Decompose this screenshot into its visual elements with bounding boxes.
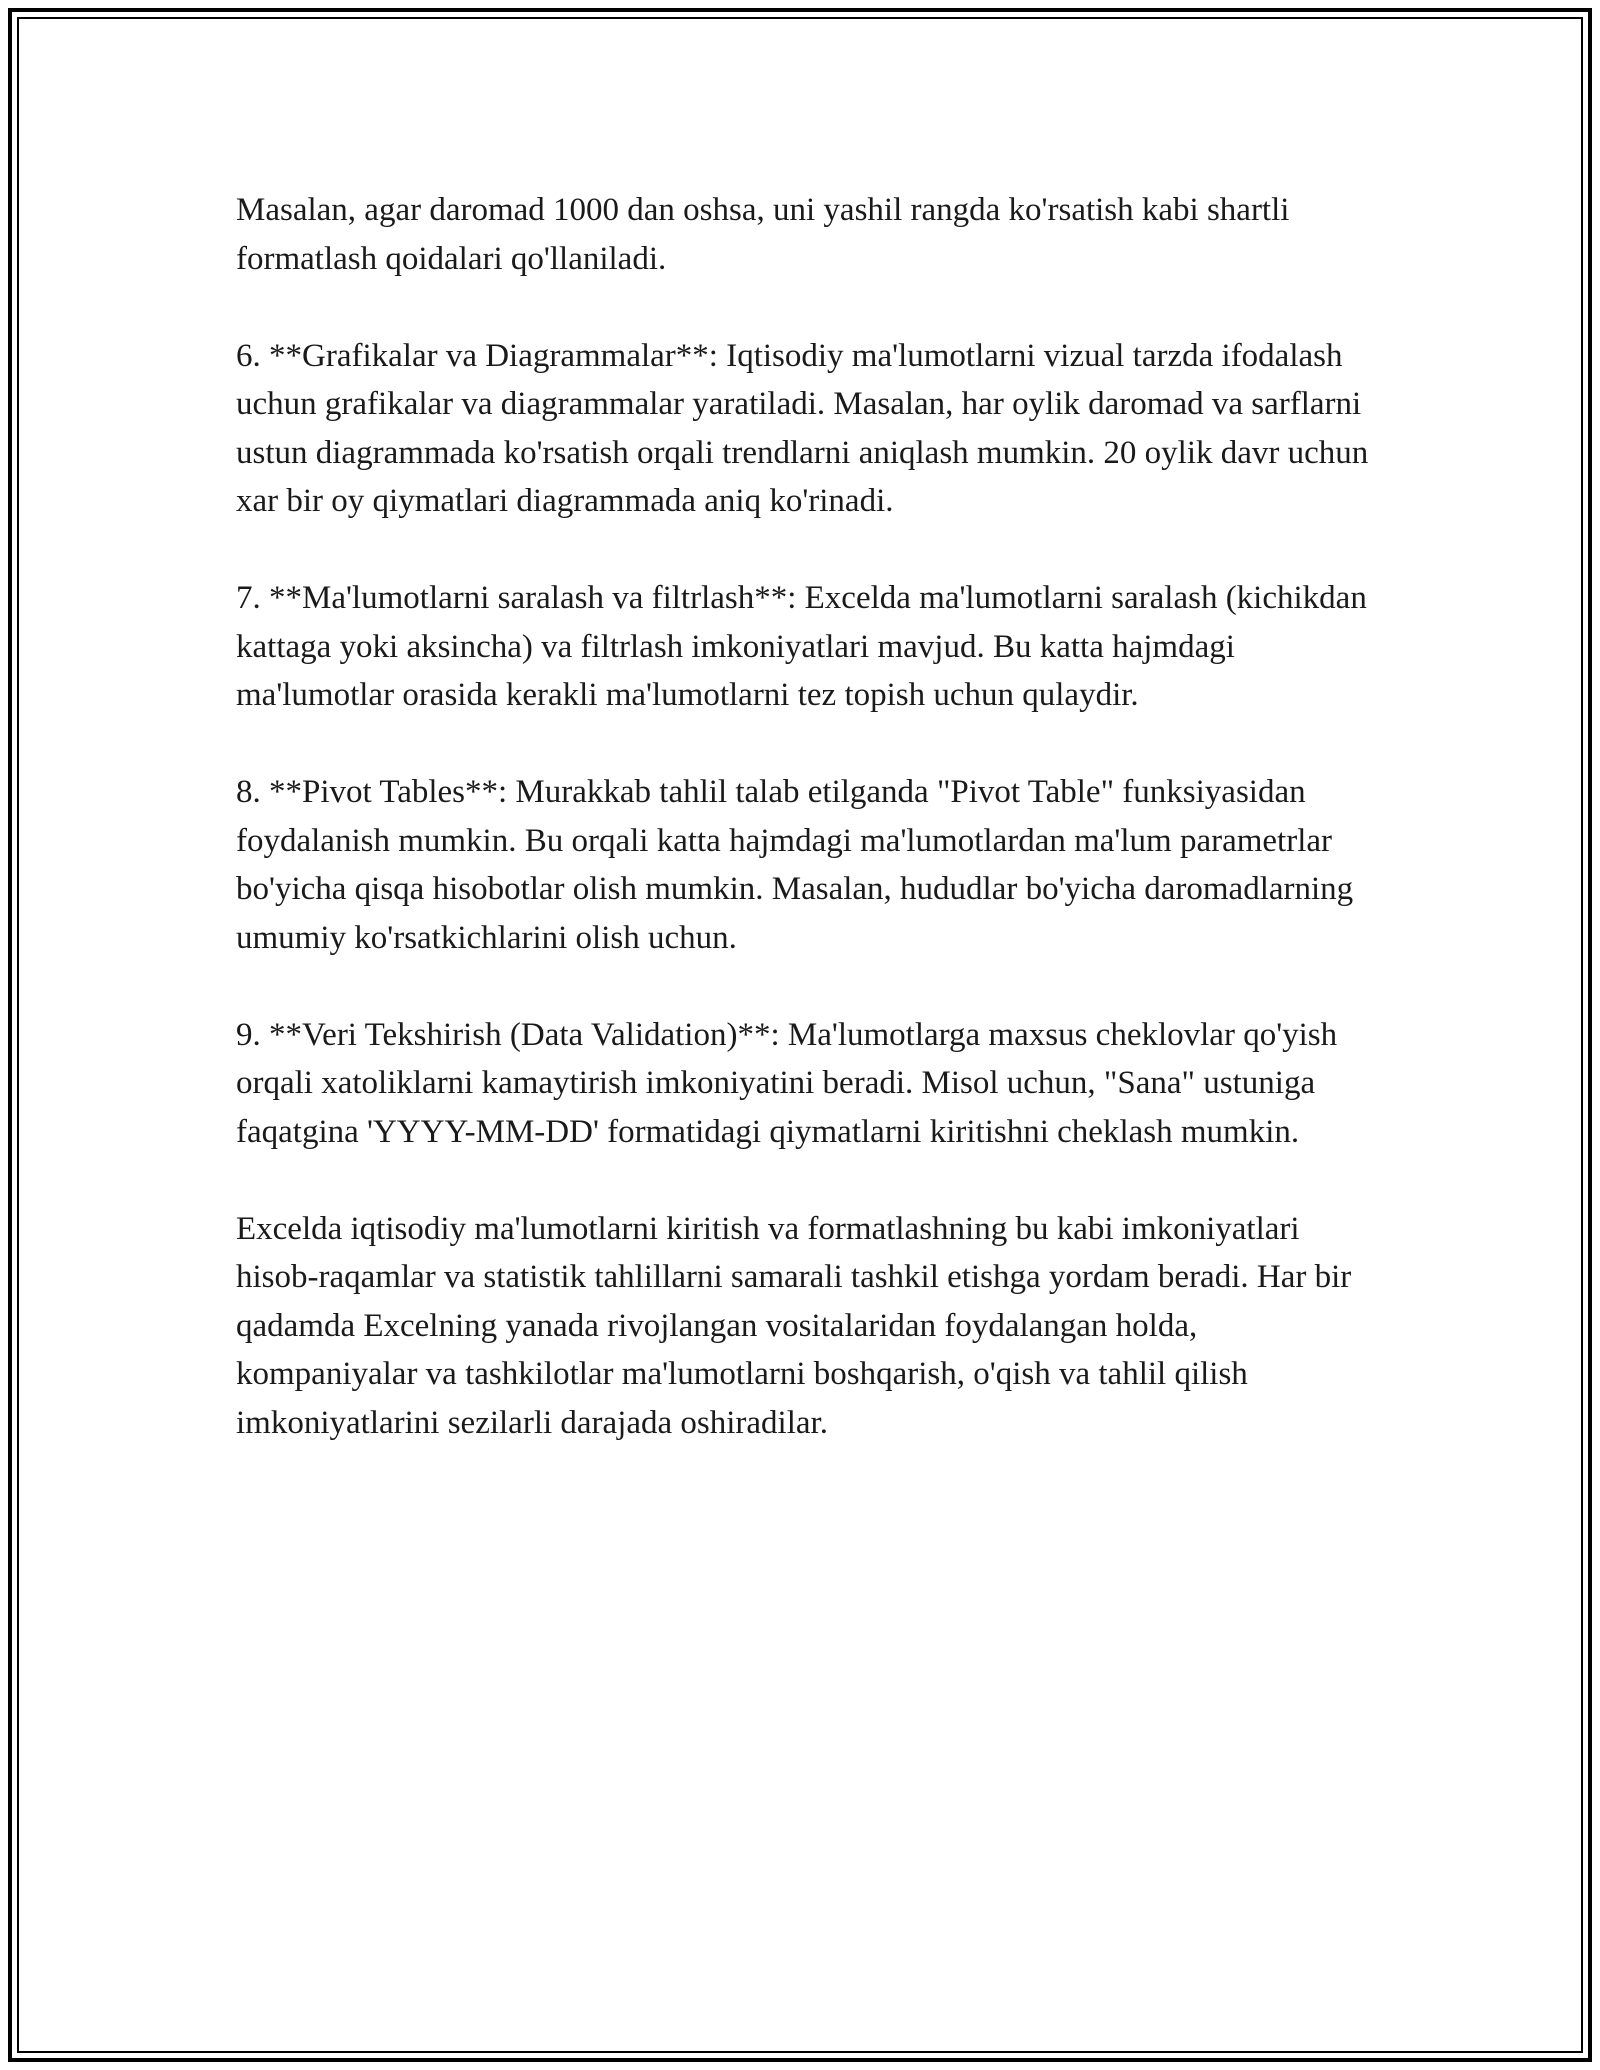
paragraph-charts-and-diagrams: 6. **Grafikalar va Diagrammalar**: Iqtisodiy ma'lumotlarni vizual tarzda ifodalash uchun grafikalar va diagrammalar yaratiladi. Masalan, har oylik daromad va sarflarni ustun diagrammada ko'rsatish orqali trendlarni aniqlash mumkin. 20 oylik davr uchun xar bir oy qiymatlari diagrammada aniq ko'rinadi. (236, 337, 1369, 519)
paragraph-sorting-and-filtering: 7. **Ma'lumotlarni saralash va filtrlash**: Excelda ma'lumotlarni saralash (kichikdan kattaga yoki aksincha) va filtrlash imkoniyatlari mavjud. Bu katta hajmdagi ma'lumotlar orasida kerakli ma'lumotlarni tez topish uchun qulaydir. (236, 580, 1367, 713)
document-body (236, 186, 1376, 1496)
paragraph-conditional-formatting-example: Masalan, agar daromad 1000 dan oshsa, uni yashil rangda ko'rsatish kabi shartli formatlash qoidalari qo'llaniladi. (236, 192, 1290, 277)
paragraph-data-validation: 9. **Veri Tekshirish (Data Validation)**: Ma'lumotlarga maxsus cheklovlar qo'yish orqali xatoliklarni kamaytirish imkoniyatini beradi. Misol uchun, "Sana" ustuniga faqatgina 'YYYY-MM-DD' formatidagi qiymatlarni kiritishni cheklash mumkin. (236, 1016, 1338, 1150)
paragraph-pivot-tables: 8. **Pivot Tables**: Murakkab tahlil talab etilganda "Pivot Table" funksiyasidan foydalanish mumkin. Bu orqali katta hajmdagi ma'lumotlardan ma'lum parametrlar bo'yicha qisqa hisobotlar olish mumkin. Masalan, hududlar bo'yicha daromadlarning umumiy ko'rsatkichlarini olish uchun. (236, 774, 1354, 956)
paragraph-conclusion: Excelda iqtisodiy ma'lumotlarni kiritish va formatlashning bu kabi imkoniyatlari hisob-raqamlar va statistik tahlillarni samarali tashkil etishga yordam beradi. Har bir qadamda Excelning yanada rivojlangan vositalaridan foydalangan holda, kompaniyalar va tashkilotlar ma'lumotlarni boshqarish, o'qish va tahlil qilish imkoniyatlarini sezilarli darajada oshiradilar. (236, 1210, 1352, 1441)
